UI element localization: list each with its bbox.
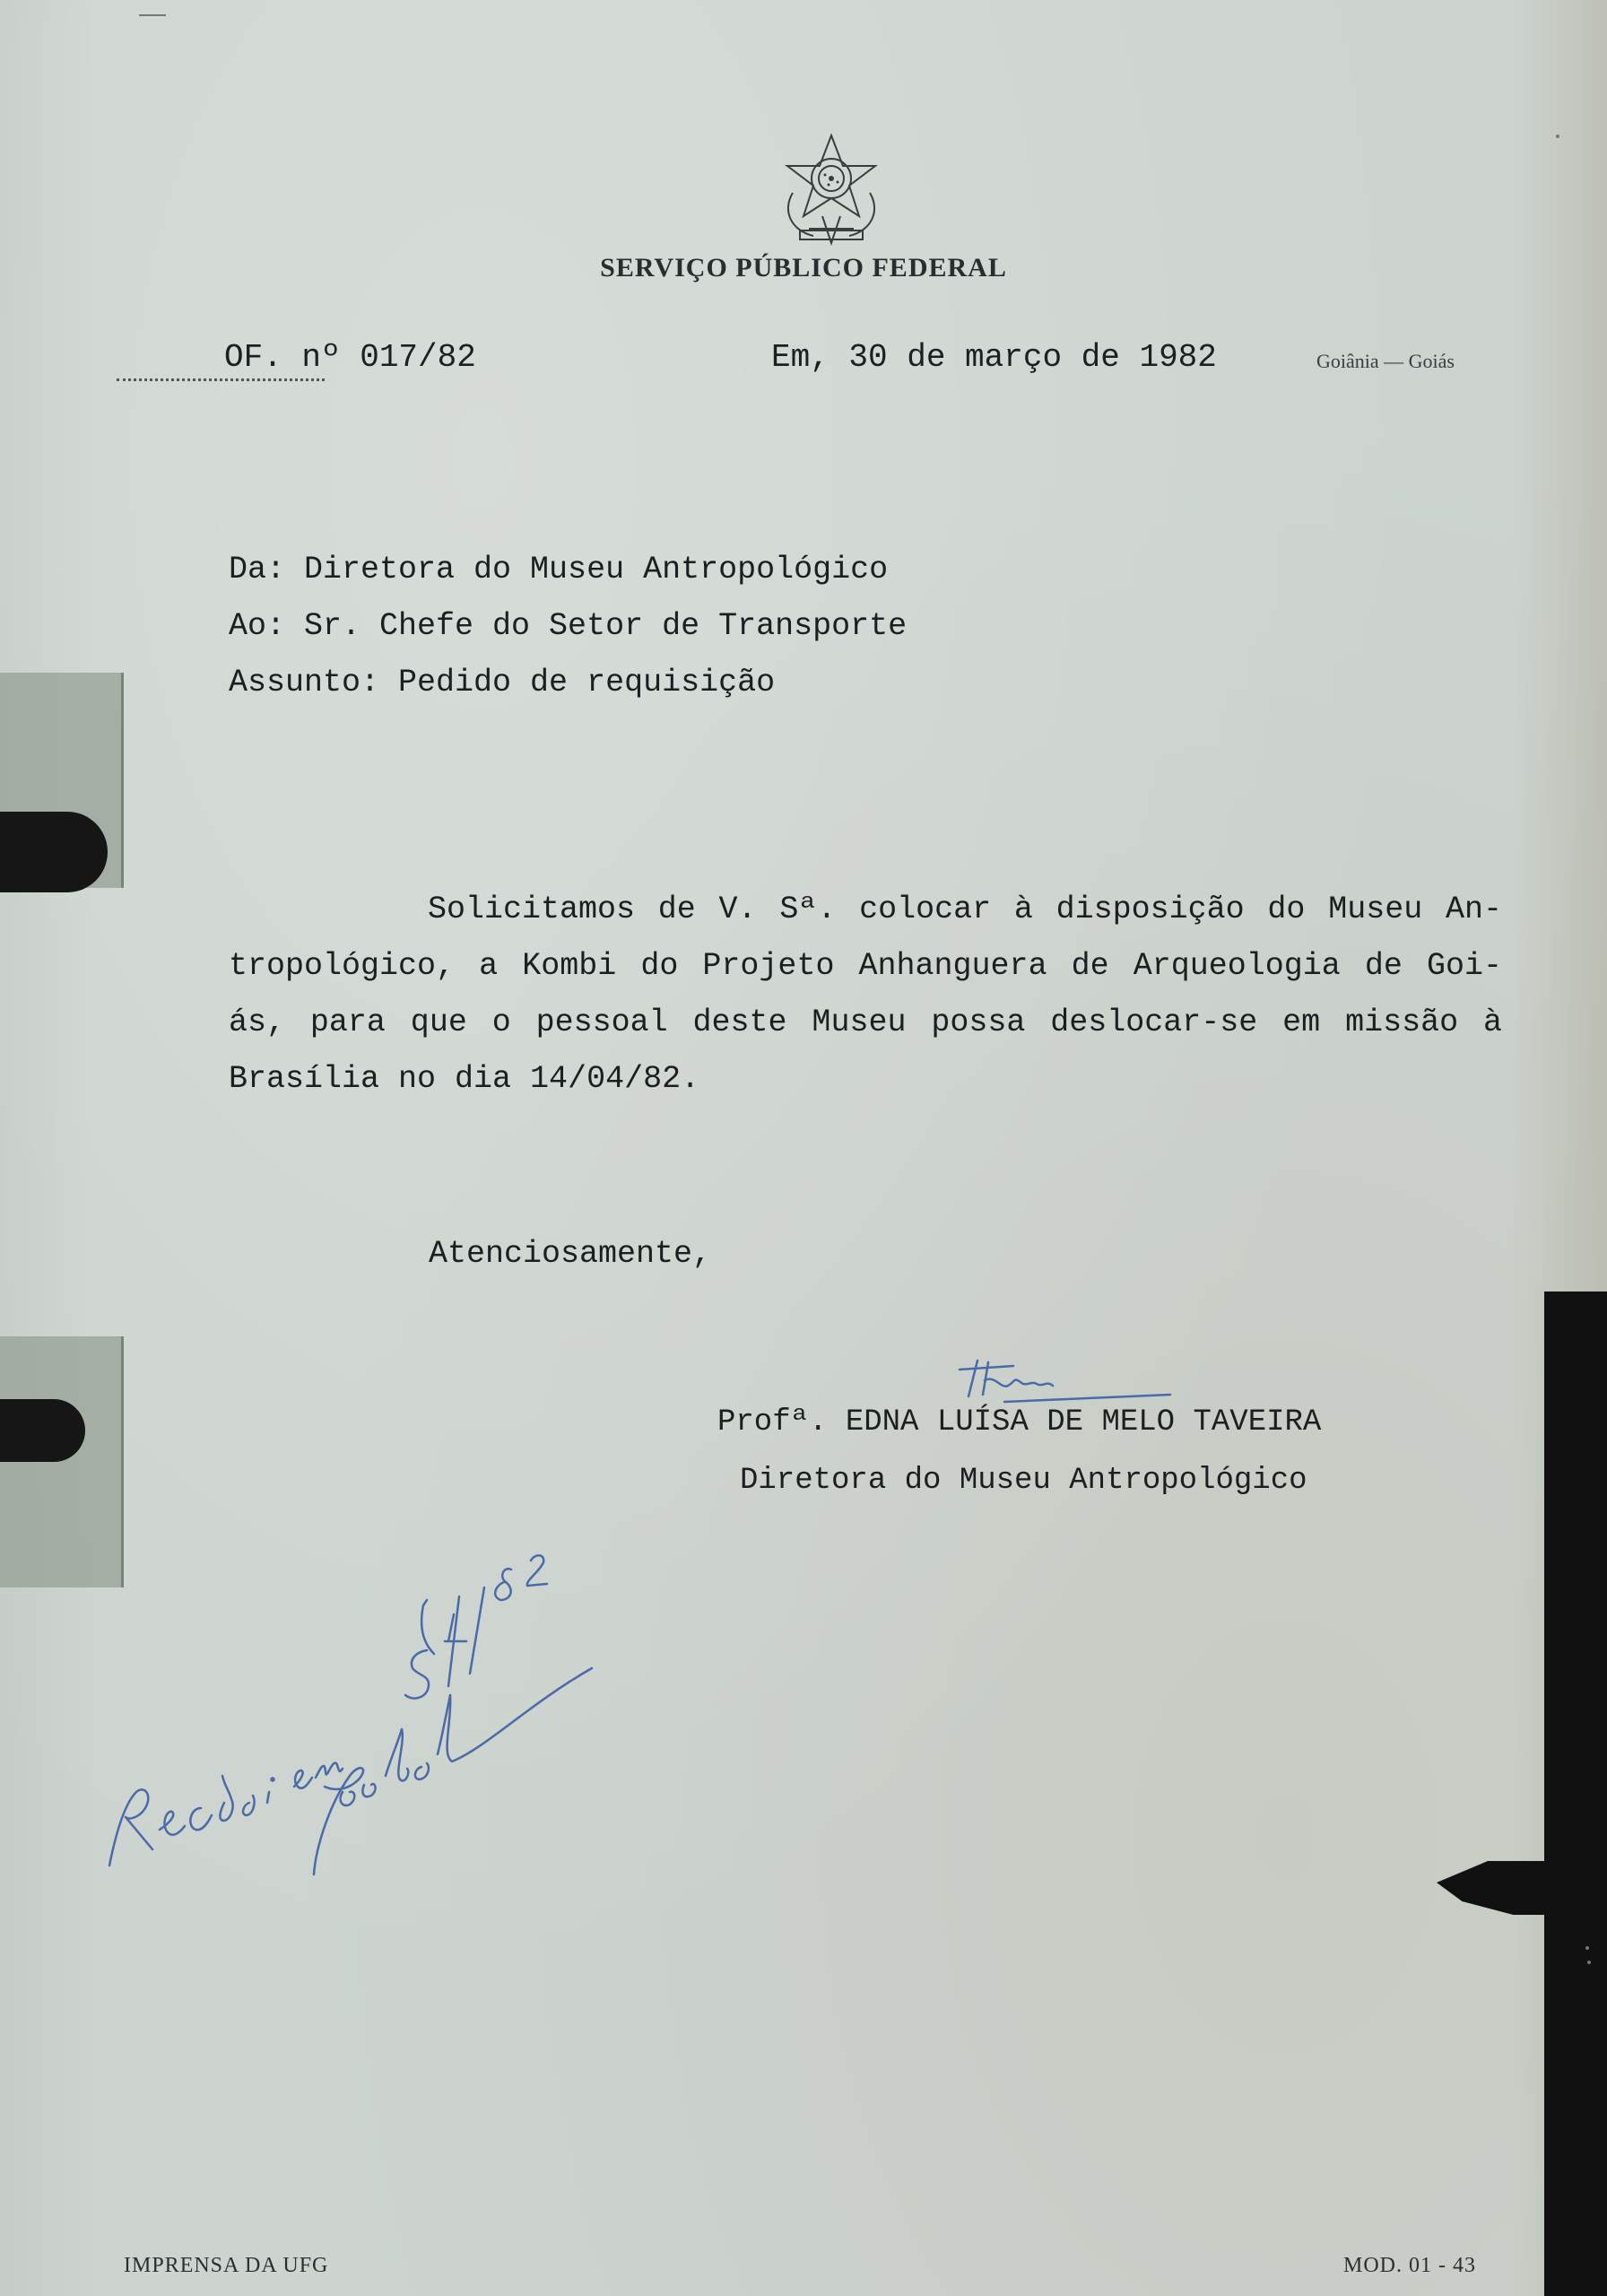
printer-credit: IMPRENSA DA UFG — [124, 2254, 329, 2277]
dotted-underline — [117, 378, 325, 381]
letter-city: Goiânia — Goiás — [1316, 350, 1455, 372]
address-from: Da: Diretora do Museu Antropológico — [229, 552, 889, 587]
address-subject: Assunto: Pedido de requisição — [229, 665, 776, 700]
brazil-coat-of-arms-icon — [773, 130, 890, 247]
punch-hole-top — [0, 812, 108, 892]
signatory-title: Diretora do Museu Antropológico — [740, 1464, 1307, 1498]
closing-salutation: Atenciosamente, — [429, 1236, 712, 1272]
body-line: ás, para que o pessoal deste Museu possa deslocar-se em missão à — [229, 1004, 1502, 1040]
letter-body — [229, 882, 1502, 1108]
agency-header: SERVIÇO PÚBLICO FEDERAL — [600, 253, 1007, 283]
paper-speck — [1587, 1961, 1591, 1964]
form-code: MOD. 01 - 43 — [1343, 2254, 1476, 2277]
paper-speck — [1585, 1946, 1589, 1950]
signatory-name: Profª. EDNA LUÍSA DE MELO TAVEIRA — [717, 1405, 1322, 1439]
letter-date: Em, 30 de março de 1982 — [771, 339, 1217, 376]
body-line: Brasília no dia 14/04/82. — [229, 1061, 700, 1097]
address-to: Ao: Sr. Chefe do Setor de Transporte — [229, 608, 908, 644]
paper-speck — [1556, 135, 1559, 138]
torn-edge-shadow — [1544, 1292, 1607, 2296]
body-line: Solicitamos de V. Sª. colocar à disposição do Museu An- — [428, 891, 1502, 927]
torn-notch — [1437, 1861, 1607, 1915]
handwritten-receipt-note — [90, 1507, 628, 1883]
handwritten-signature — [951, 1350, 1184, 1413]
paper-speck — [139, 14, 166, 16]
official-letter-number: OF. nº 017/82 — [224, 339, 476, 376]
body-line: tropológico, a Kombi do Projeto Anhanguera de Arqueologia de Goi- — [229, 948, 1502, 984]
punch-hole-bottom — [0, 1399, 85, 1462]
